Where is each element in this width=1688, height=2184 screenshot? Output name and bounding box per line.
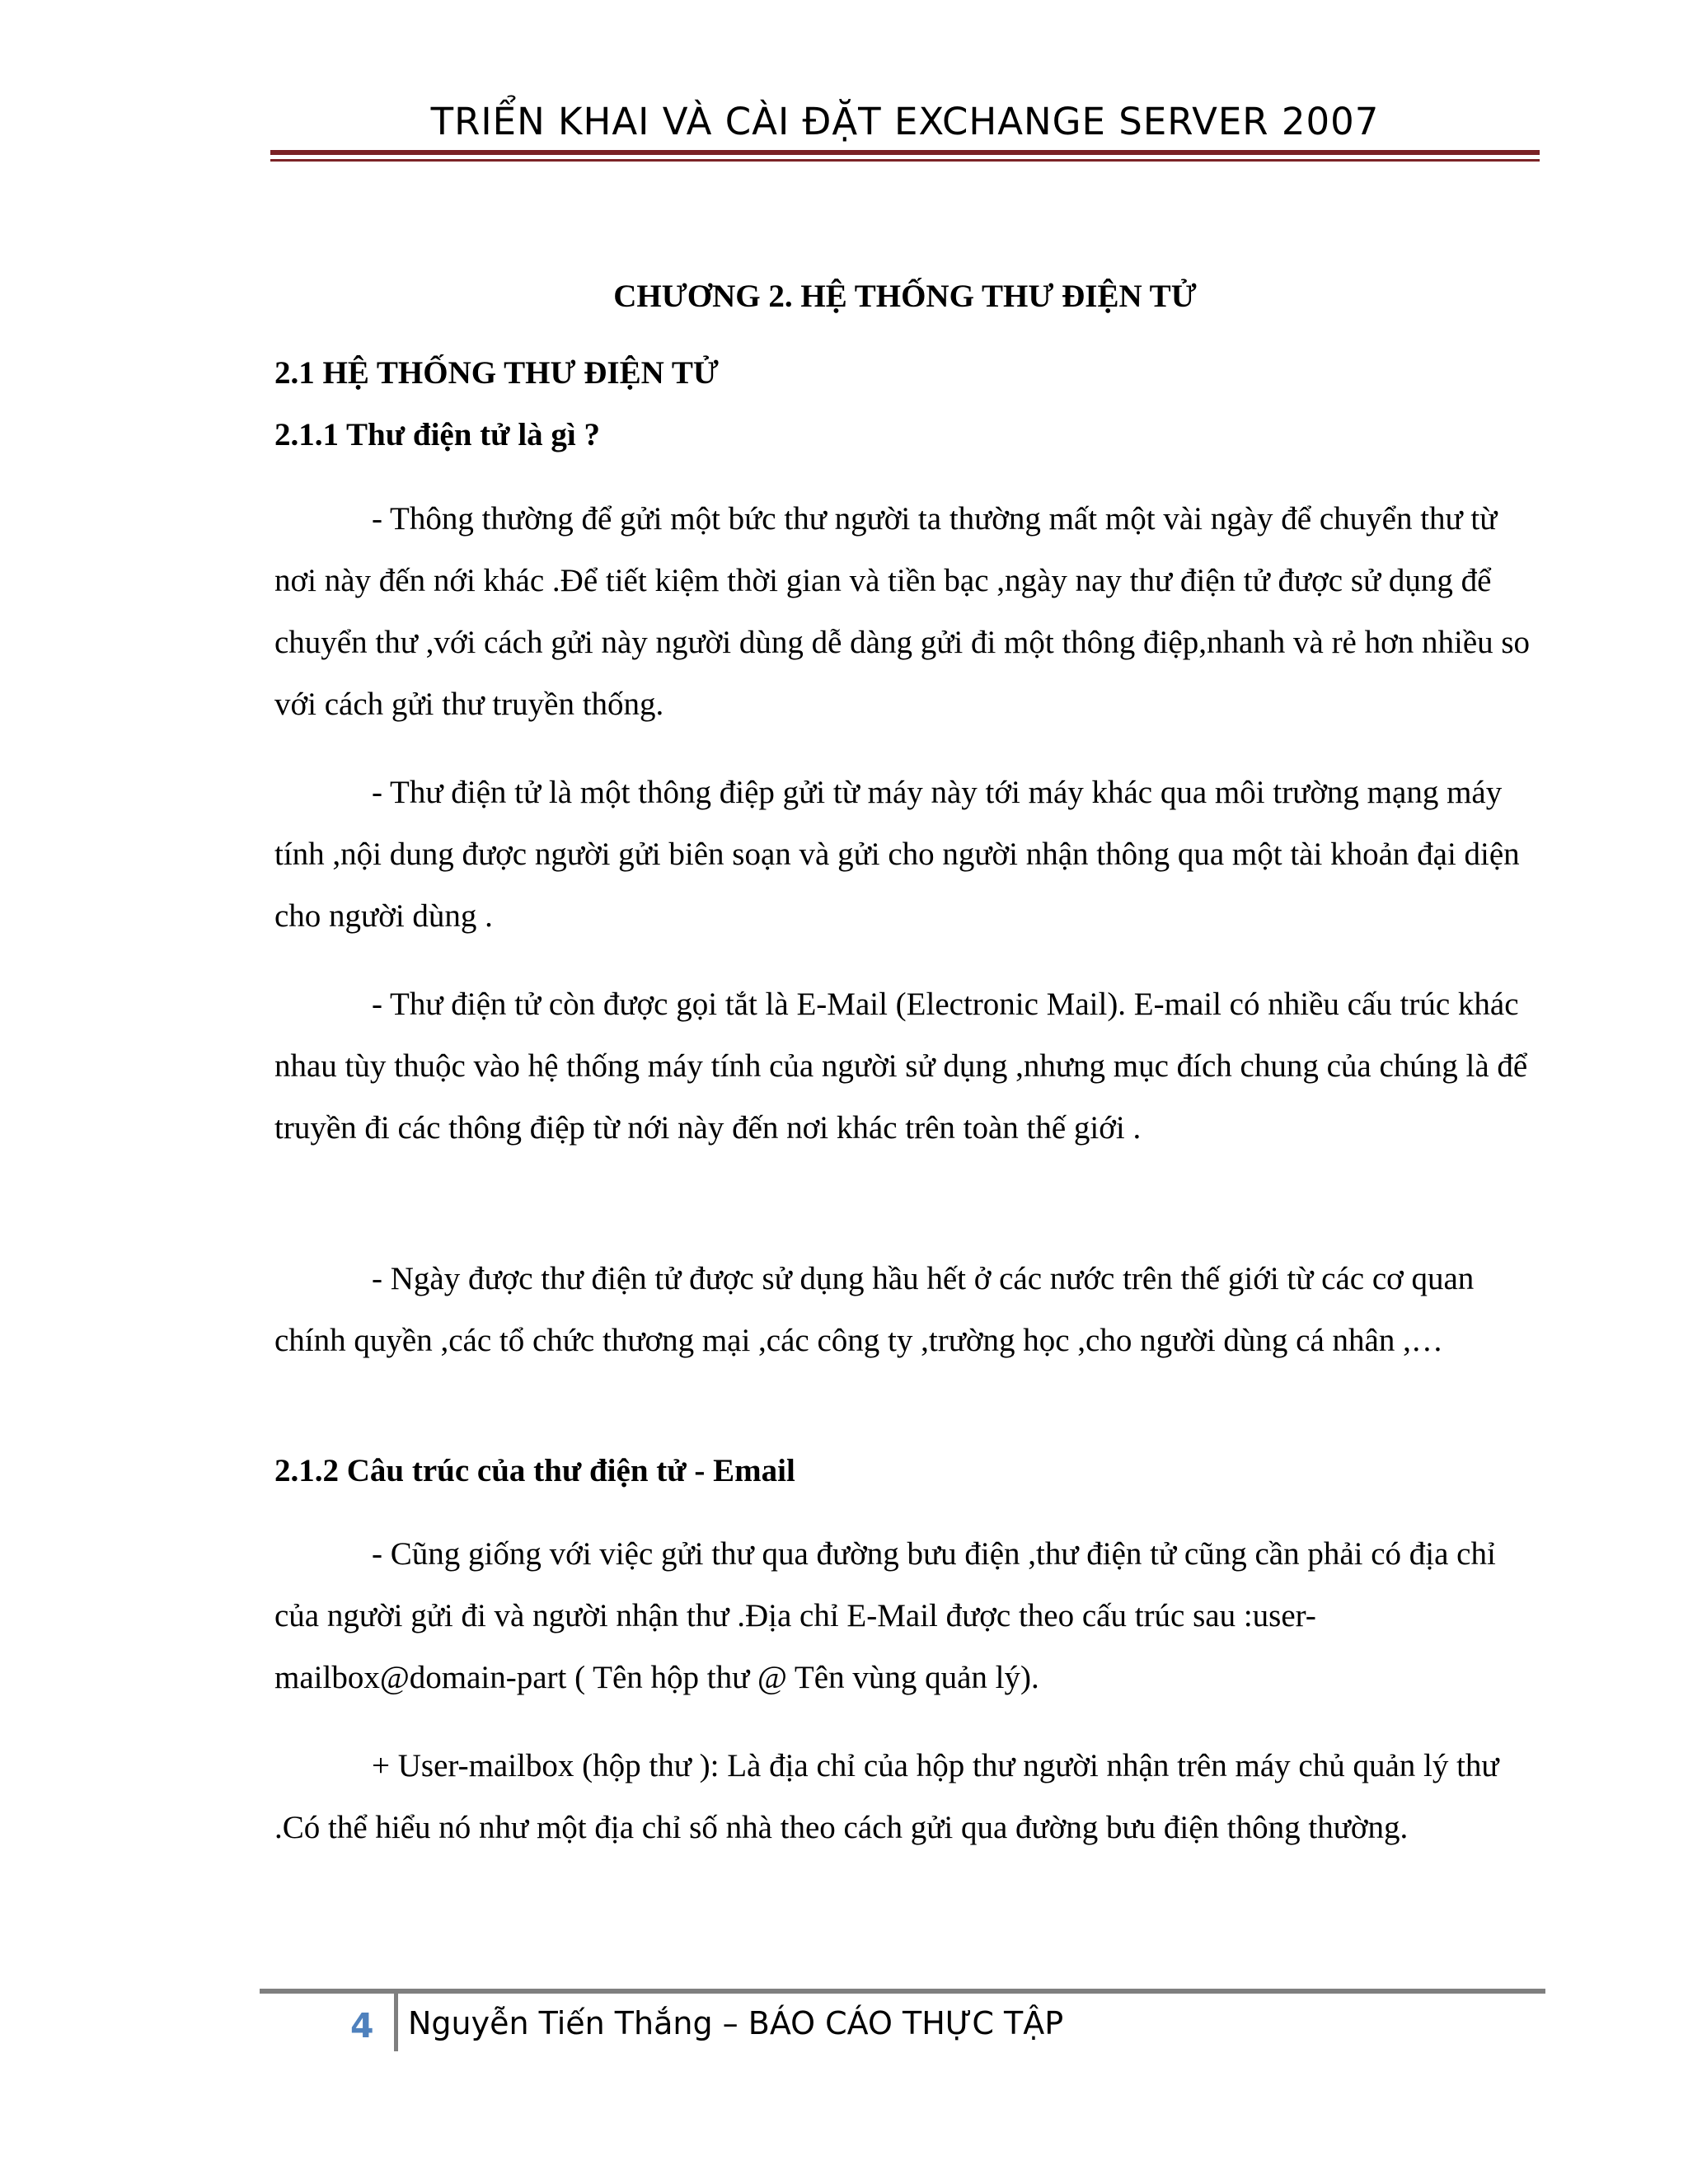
running-header: TRIỂN KHAI VÀ CÀI ĐẶT EXCHANGE SERVER 2007 [430, 100, 1380, 143]
subsection-heading: 2.1.2 Câu trúc của thư điện tử - Email [274, 1453, 795, 1488]
page-number: 4 [350, 2006, 374, 2046]
footer-text: Nguyễn Tiến Thắng – BÁO CÁO THỰC TẬP [408, 2005, 1064, 2041]
footer-rule [260, 1989, 1545, 1994]
paragraph: - Ngày được thư điện tử được sử dụng hầu hết ở các nước trên thế giới từ các cơ quan chính quyền ,các tổ chức thương mại ,các công ty ,trường học ,cho người dùng cá nhân ,… [274, 1261, 1475, 1358]
section-heading: 2.1 HỆ THỐNG THƯ ĐIỆN TỬ [274, 355, 719, 391]
paragraph: + User-mailbox (hộp thư ): Là địa chỉ của hộp thư người nhận trên máy chủ quản lý thư .Có thể hiểu nó như một địa chỉ số nhà theo cách gửi qua đường bưu điện thông thường. [274, 1748, 1499, 1845]
footer-divider [394, 1994, 398, 2051]
paragraph: - Thông thường để gửi một bức thư người ta thường mất một vài ngày để chuyển thư từ nơi này đến nới khác .Để tiết kiệm thời gian và tiền bạc ,ngày nay thư điện tử được sử dụng để chuyển thư ,với cách gửi này người dùng dễ dàng gửi đi một thông điệp,nhanh và rẻ hơn nhiều so với cách gửi thư truyền thống. [274, 501, 1531, 722]
header-rule-thick [270, 150, 1540, 155]
paragraph: - Cũng giống với việc gửi thư qua đường bưu điện ,thư điện tử cũng cần phải có địa chỉ của người gửi đi và người nhận thư .Địa chỉ E-Mail được theo cấu trúc sau :user-mailbox@domain-part ( Tên hộp thư @ Tên vùng quản lý). [274, 1536, 1496, 1695]
paragraph: - Thư điện tử còn được gọi tắt là E-Mail (Electronic Mail). E-mail có nhiều cấu trúc khác nhau tùy thuộc vào hệ thống máy tính của người sử dụng ,nhưng mục đích chung của chúng là để truyền đi các thông điệp từ nới này đến nơi khác trên toàn thế giới . [274, 987, 1528, 1146]
header-rule-thin [270, 159, 1540, 162]
paragraph: - Thư điện tử là một thông điệp gửi từ máy này tới máy khác qua môi trường mạng máy tính ,nội dung được người gửi biên soạn và gửi cho người nhận thông qua một tài khoản đại diện cho người dùng . [274, 775, 1520, 934]
subsection-heading: 2.1.1 Thư điện tử là gì ? [274, 417, 600, 452]
chapter-title: CHƯƠNG 2. HỆ THỐNG THƯ ĐIỆN TỬ [613, 279, 1197, 314]
